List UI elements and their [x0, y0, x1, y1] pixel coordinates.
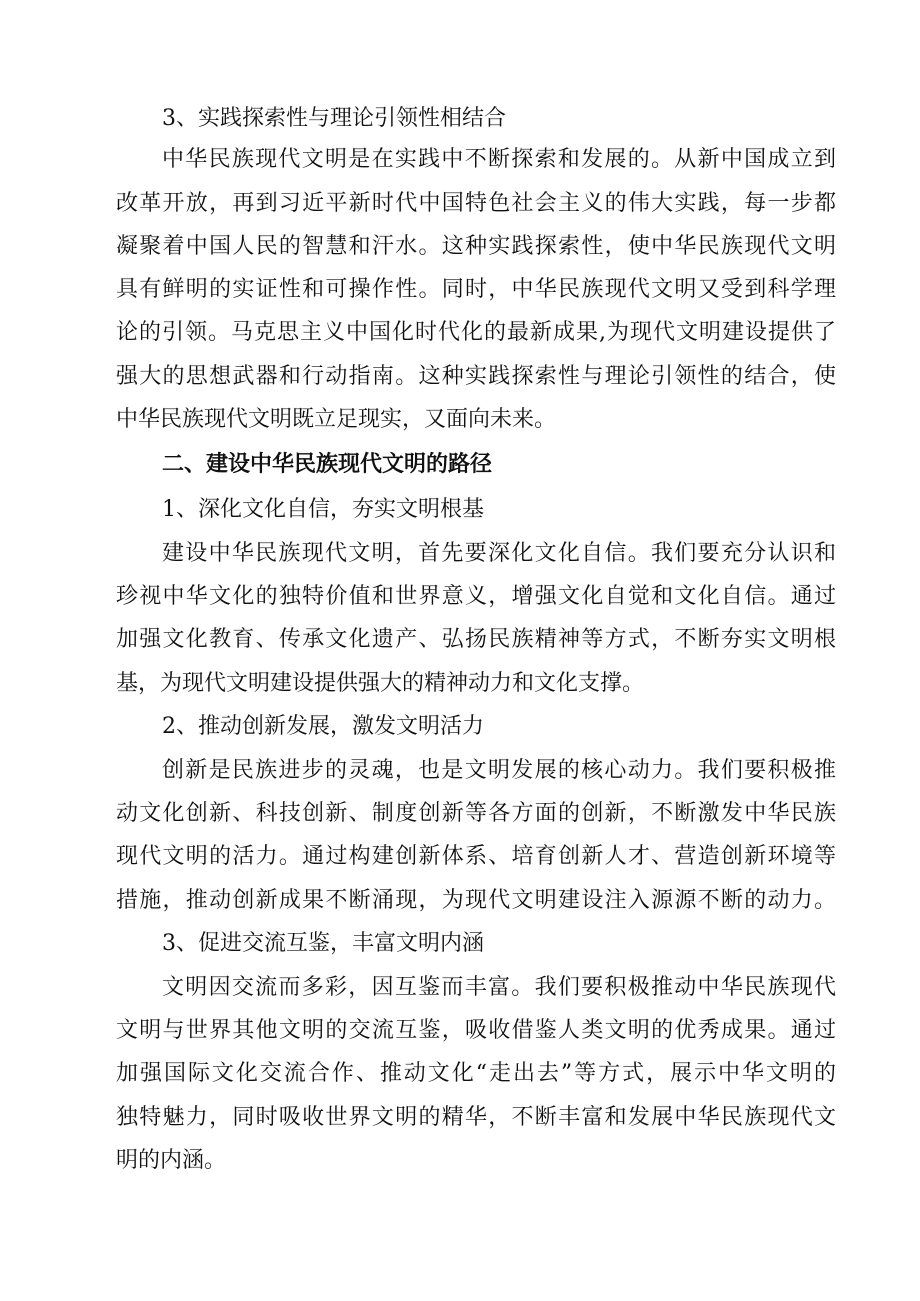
paragraph-line: 凝聚着中国人民的智慧和汗水。这种实践探索性，使中华民族现代文明 [116, 234, 836, 259]
paragraph-line: 论的引领。马克思主义中国化时代化的最新成果,为现代文明建设提供了 [116, 320, 836, 345]
section-heading: 3、实践探索性与理论引领性相结合 [162, 106, 506, 131]
paragraph-line: 中华民族现代文明是在实践中不断探索和发展的。从新中国成立到 [162, 147, 836, 172]
paragraph-line: 加强国际文化交流合作、推动文化“走出去”等方式，展示中华文明的 [116, 1061, 836, 1086]
paragraph-line: 动文化创新、科技创新、制度创新等各方面的创新，不断激发中华民族 [116, 801, 836, 826]
subsection-heading: 2、推动创新发展，激发文明活力 [162, 714, 484, 739]
paragraph-line: 独特魅力，同时吸收世界文明的精华，不断丰富和发展中华民族现代文 [116, 1105, 836, 1130]
paragraph-line: 明的内涵。 [116, 1148, 227, 1173]
paragraph-line: 措施，推动创新成果不断涌现，为现代文明建设注入源源不断的动力。 [116, 888, 836, 913]
paragraph-line: 中华民族现代文明既立足现实，又面向未来。 [116, 407, 557, 432]
paragraph-line: 珍视中华文化的独特价值和世界意义，增强文化自觉和文化自信。通过 [116, 584, 836, 609]
subsection-heading: 3、促进交流互鉴，丰富文明内涵 [162, 931, 484, 956]
paragraph-line: 文明因交流而多彩，因互鉴而丰富。我们要积极推动中华民族现代 [162, 975, 836, 1000]
paragraph-line: 强大的思想武器和行动指南。这种实践探索性与理论引领性的结合，使 [116, 364, 836, 389]
paragraph-line: 创新是民族进步的灵魂，也是文明发展的核心动力。我们要积极推 [162, 758, 836, 783]
subsection-heading: 1、深化文化自信，夯实文明根基 [162, 497, 484, 522]
paragraph-line: 具有鲜明的实证性和可操作性。同时，中华民族现代文明又受到科学理 [116, 277, 836, 302]
paragraph-line: 加强文化教育、传承文化遗产、弘扬民族精神等方式，不断夯实文明根 [116, 627, 836, 652]
paragraph-line: 现代文明的活力。通过构建创新体系、培育创新人才、营造创新环境等 [116, 844, 836, 869]
paragraph-line: 建设中华民族现代文明，首先要深化文化自信。我们要充分认识和 [162, 541, 836, 566]
paragraph-line: 文明与世界其他文明的交流互鉴，吸收借鉴人类文明的优秀成果。通过 [116, 1018, 836, 1043]
paragraph-line: 基，为现代文明建设提供强大的精神动力和文化支撑。 [116, 671, 645, 696]
paragraph-line: 改革开放，再到习近平新时代中国特色社会主义的伟大实践，每一步都 [116, 191, 836, 216]
part-heading: 二、建设中华民族现代文明的路径 [162, 452, 493, 477]
